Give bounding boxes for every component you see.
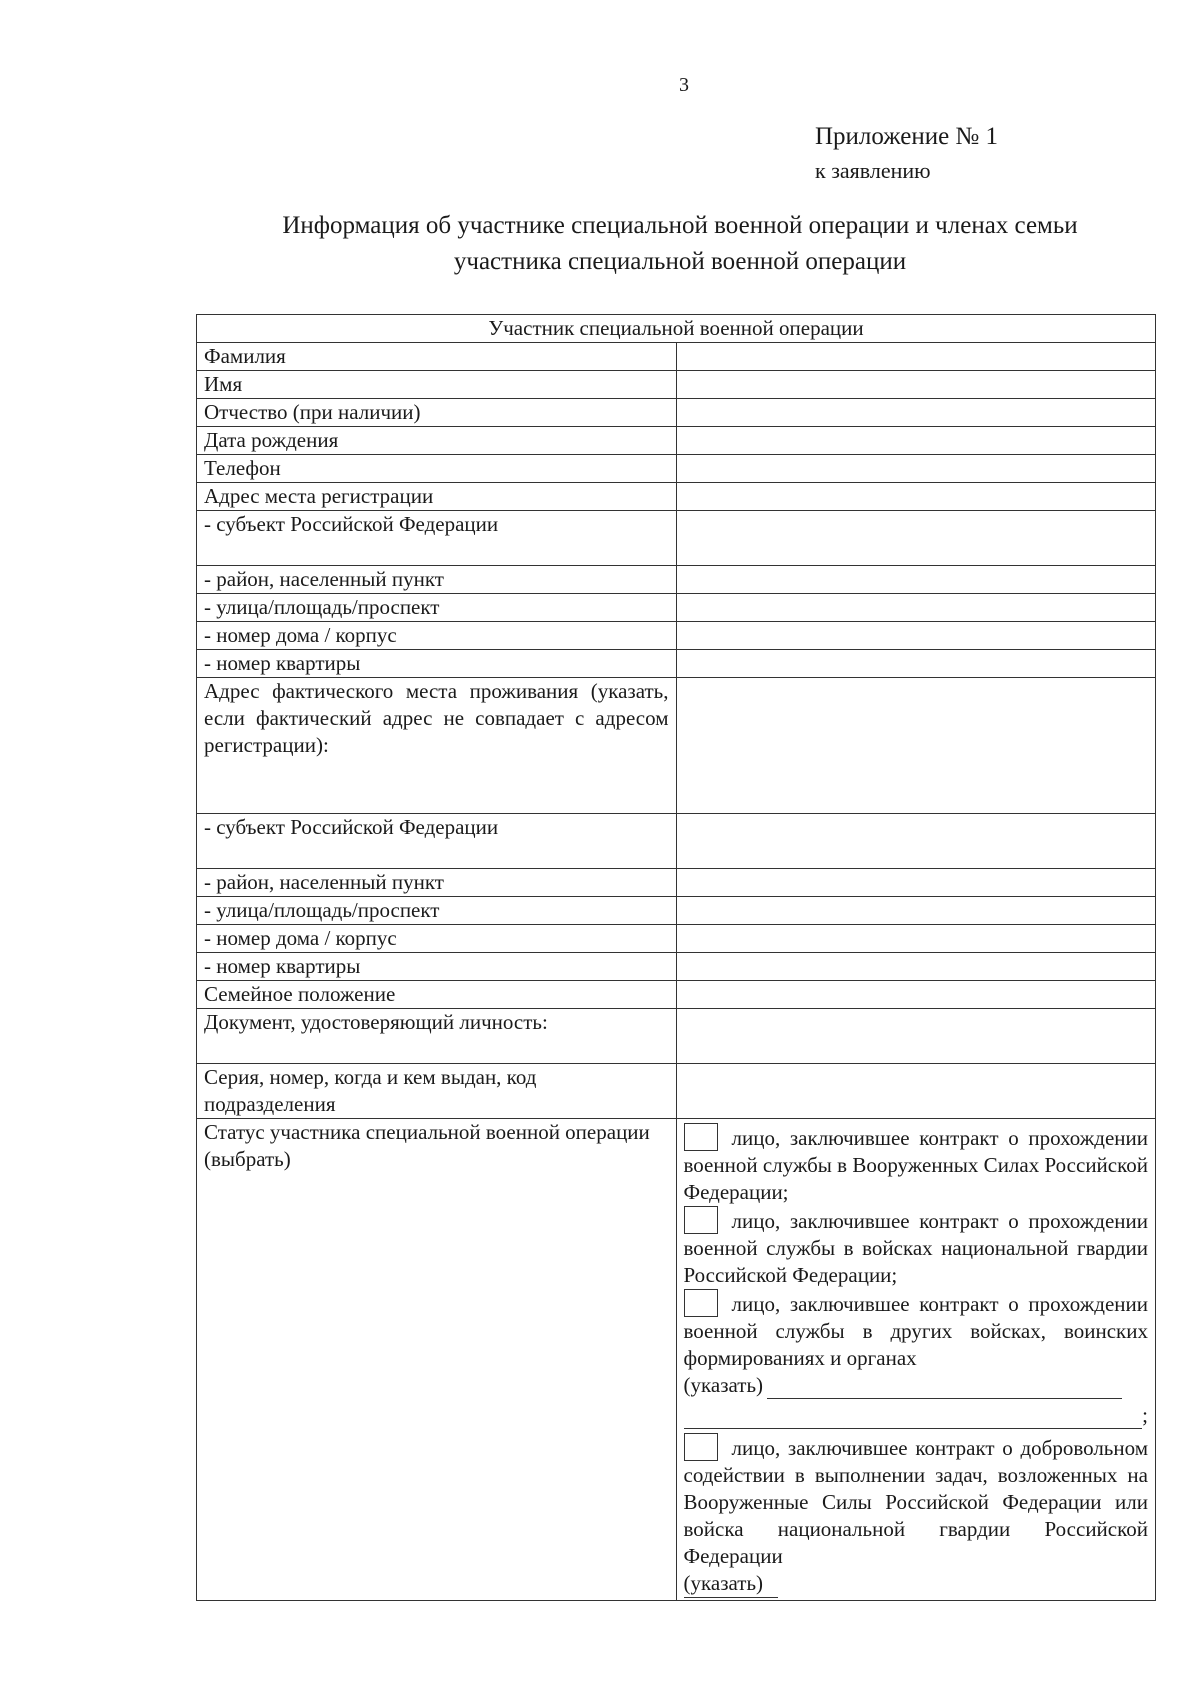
table-row bbox=[197, 427, 1156, 455]
row-label-document-details: Серия, номер, когда и кем выдан, код подразделения bbox=[197, 1064, 677, 1119]
input-reg-subject[interactable] bbox=[676, 511, 1156, 566]
row-label-reg-house: - номер дома / корпус bbox=[197, 622, 677, 650]
row-label-act-apartment: - номер квартиры bbox=[197, 953, 677, 981]
table-row bbox=[197, 981, 1156, 1009]
specify-label-volunteer[interactable]: (указать) bbox=[684, 1570, 778, 1598]
table-row bbox=[197, 650, 1156, 678]
input-reg-street[interactable] bbox=[676, 594, 1156, 622]
input-surname[interactable] bbox=[676, 343, 1156, 371]
checkbox-volunteer[interactable] bbox=[684, 1433, 718, 1461]
status-option-text: лицо, заключившее контракт о прохождении военной службы в других войсках, воинских формированиях и органах bbox=[683, 1292, 1148, 1370]
page-number: 3 bbox=[679, 74, 689, 96]
specify-input-continuation[interactable] bbox=[684, 1404, 1143, 1429]
row-label-name: Имя bbox=[197, 371, 677, 399]
row-label-surname: Фамилия bbox=[197, 343, 677, 371]
specify-line-volunteer bbox=[684, 1570, 1149, 1598]
input-reg-house[interactable] bbox=[676, 622, 1156, 650]
row-label-actual-address: Адрес фактического места проживания (указать, если фактический адрес не совпадает с адресом регистрации): bbox=[197, 678, 677, 814]
row-label-marital-status: Семейное положение bbox=[197, 981, 677, 1009]
table-row bbox=[197, 678, 1156, 814]
row-label-registration-address: Адрес места регистрации bbox=[197, 483, 677, 511]
table-row bbox=[197, 814, 1156, 869]
appendix-title: Приложение № 1 bbox=[815, 123, 999, 150]
status-option-text: лицо, заключившее контракт о добровольном содействии в выполнении задач, возложенных на Вооруженные Силы Российской Федерации или войска национальной гвардии Российской Федерации bbox=[683, 1436, 1148, 1568]
table-row bbox=[197, 566, 1156, 594]
status-option-other-forces bbox=[684, 1289, 1149, 1372]
row-label-act-house: - номер дома / корпус bbox=[197, 925, 677, 953]
status-option-armed-forces bbox=[684, 1123, 1149, 1206]
row-label-patronymic: Отчество (при наличии) bbox=[197, 399, 677, 427]
input-act-street[interactable] bbox=[676, 897, 1156, 925]
input-name[interactable] bbox=[676, 371, 1156, 399]
table-row bbox=[197, 594, 1156, 622]
document-title-line-1: Информация об участнике специальной военной операции и членах семьи bbox=[282, 212, 1078, 239]
table-row bbox=[197, 371, 1156, 399]
status-row bbox=[197, 1119, 1156, 1601]
checkbox-armed-forces[interactable] bbox=[684, 1123, 718, 1151]
input-act-house[interactable] bbox=[676, 925, 1156, 953]
row-label-act-street: - улица/площадь/проспект bbox=[197, 897, 677, 925]
row-label-participant-status: Статус участника специальной военной операции (выбрать) bbox=[197, 1119, 677, 1601]
row-label-phone: Телефон bbox=[197, 455, 677, 483]
input-patronymic[interactable] bbox=[676, 399, 1156, 427]
appendix-subtitle: к заявлению bbox=[815, 158, 931, 183]
table-row bbox=[197, 1064, 1156, 1119]
document-title bbox=[220, 208, 1140, 280]
specify-terminator: ; bbox=[1142, 1403, 1148, 1427]
table-row bbox=[197, 399, 1156, 427]
input-identity-document[interactable] bbox=[676, 1009, 1156, 1064]
status-option-text: лицо, заключившее контракт о прохождении военной службы в Вооруженных Силах Российской Федерации; bbox=[683, 1126, 1148, 1204]
table-header: Участник специальной военной операции bbox=[197, 315, 1156, 343]
specify-input-other-forces[interactable] bbox=[767, 1374, 1122, 1399]
input-act-apartment[interactable] bbox=[676, 953, 1156, 981]
specify-line-other-forces bbox=[684, 1372, 1149, 1399]
table-row bbox=[197, 483, 1156, 511]
input-reg-apartment[interactable] bbox=[676, 650, 1156, 678]
table-header-row bbox=[197, 315, 1156, 343]
participant-form-table bbox=[196, 314, 1156, 1601]
table-row bbox=[197, 953, 1156, 981]
input-birth-date[interactable] bbox=[676, 427, 1156, 455]
input-reg-district[interactable] bbox=[676, 566, 1156, 594]
specify-line-continuation bbox=[684, 1399, 1149, 1429]
row-label-reg-apartment: - номер квартиры bbox=[197, 650, 677, 678]
table-row bbox=[197, 1009, 1156, 1064]
row-label-reg-district: - район, населенный пункт bbox=[197, 566, 677, 594]
input-marital-status[interactable] bbox=[676, 981, 1156, 1009]
table-row bbox=[197, 925, 1156, 953]
table-row bbox=[197, 455, 1156, 483]
checkbox-other-forces[interactable] bbox=[684, 1289, 718, 1317]
input-registration-address[interactable] bbox=[676, 483, 1156, 511]
status-option-national-guard bbox=[684, 1206, 1149, 1289]
table-row bbox=[197, 869, 1156, 897]
input-phone[interactable] bbox=[676, 455, 1156, 483]
specify-label: (указать) bbox=[683, 1373, 764, 1397]
checkbox-national-guard[interactable] bbox=[684, 1206, 718, 1234]
document-title-line-2: участника специальной военной операции bbox=[453, 248, 907, 275]
status-options-cell bbox=[676, 1119, 1156, 1601]
table-row bbox=[197, 511, 1156, 566]
status-option-text: лицо, заключившее контракт о прохождении военной службы в войсках национальной гвардии Российской Федерации; bbox=[683, 1209, 1148, 1287]
table-row bbox=[197, 343, 1156, 371]
row-label-birth-date: Дата рождения bbox=[197, 427, 677, 455]
input-act-district[interactable] bbox=[676, 869, 1156, 897]
row-label-act-district: - район, населенный пункт bbox=[197, 869, 677, 897]
input-act-subject[interactable] bbox=[676, 814, 1156, 869]
input-actual-address[interactable] bbox=[676, 678, 1156, 814]
appendix-reference bbox=[815, 120, 998, 188]
row-label-identity-document: Документ, удостоверяющий личность: bbox=[197, 1009, 677, 1064]
row-label-reg-street: - улица/площадь/проспект bbox=[197, 594, 677, 622]
status-option-volunteer bbox=[684, 1433, 1149, 1570]
input-document-details[interactable] bbox=[676, 1064, 1156, 1119]
row-label-act-subject: - субъект Российской Федерации bbox=[197, 814, 677, 869]
table-row bbox=[197, 897, 1156, 925]
row-label-reg-subject: - субъект Российской Федерации bbox=[197, 511, 677, 566]
table-row bbox=[197, 622, 1156, 650]
